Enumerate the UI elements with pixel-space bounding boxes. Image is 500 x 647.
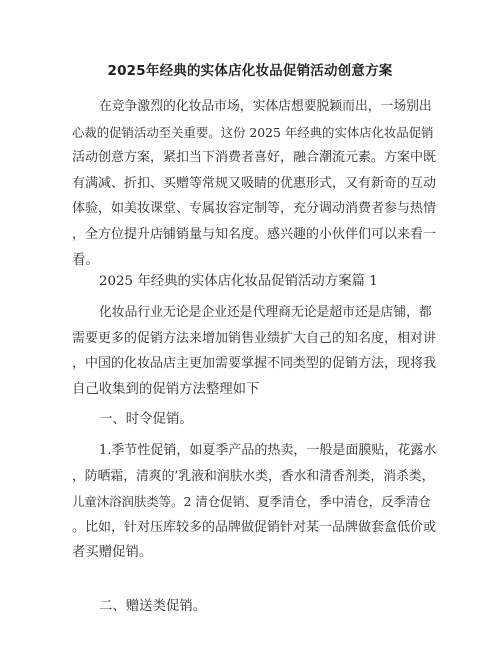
section-title: 2025 年经典的实体店化妆品促销活动方案篇 1 bbox=[99, 274, 378, 289]
heading-seasonal-promotion: 一、时令促销。 bbox=[99, 412, 193, 427]
document-title: 2025年经典的实体店化妆品促销活动创意方案 bbox=[107, 63, 393, 79]
intro-line: 看。 bbox=[72, 252, 99, 268]
intro-line: 活动创意方案，紧扣当下消费者喜好，融合潮流元素。方案中既 bbox=[72, 150, 436, 166]
paragraph-line: 。比如，针对压库较多的品牌做促销针对某一品牌做套盒低价或 bbox=[72, 519, 436, 535]
paragraph-line: 1.季节性促销，如夏季产品的热卖，一般是面膜贴，花露水 bbox=[99, 443, 436, 458]
intro-line: 心裁的促销活动至关重要。这份 2025 年经典的实体店化妆品促销 bbox=[72, 124, 434, 140]
heading-gift-promotion: 二、赠送类促销。 bbox=[99, 599, 207, 614]
paragraph-line: 者买赠促销。 bbox=[72, 545, 153, 561]
paragraph-line: 需要更多的促销方法来增加销售业绩扩大自己的知名度，相对讲 bbox=[72, 330, 436, 346]
intro-line: ，全方位提升店铺销量与知名度。感兴趣的小伙伴们可以来看一 bbox=[72, 226, 436, 242]
intro-line: 体验，如美妆课堂、专属妆容定制等，充分调动消费者参与热情 bbox=[72, 201, 436, 217]
paragraph-line: ，防晒霜，清爽的’乳液和润肤水类，香水和清香剂类，消杀类， bbox=[72, 468, 435, 484]
body-paragraph-seasonal bbox=[72, 438, 436, 566]
paragraph-line: ，中国的化妆品店主更加需要掌握不同类型的促销方法，现将我 bbox=[72, 356, 436, 372]
paragraph-line: 自己收集到的促销方法整理如下 bbox=[72, 381, 260, 397]
intro-line: 有满减、折扣、买赠等常规又吸睛的优惠形式，又有新奇的互动 bbox=[72, 175, 436, 191]
intro-paragraph bbox=[72, 94, 436, 273]
paragraph-line: 化妆品行业无论是企业还是代理商无论是超市还是店铺，都 bbox=[99, 305, 432, 320]
paragraph-line: 儿童沐浴润肤类等。2 清仓促销、夏季清仓，季中清仓，反季清仓 bbox=[72, 494, 431, 510]
intro-line: 在竞争激烈的化妆品市场，实体店想要脱颖而出，一场别出 bbox=[99, 99, 432, 114]
body-paragraph-industry bbox=[72, 300, 436, 402]
